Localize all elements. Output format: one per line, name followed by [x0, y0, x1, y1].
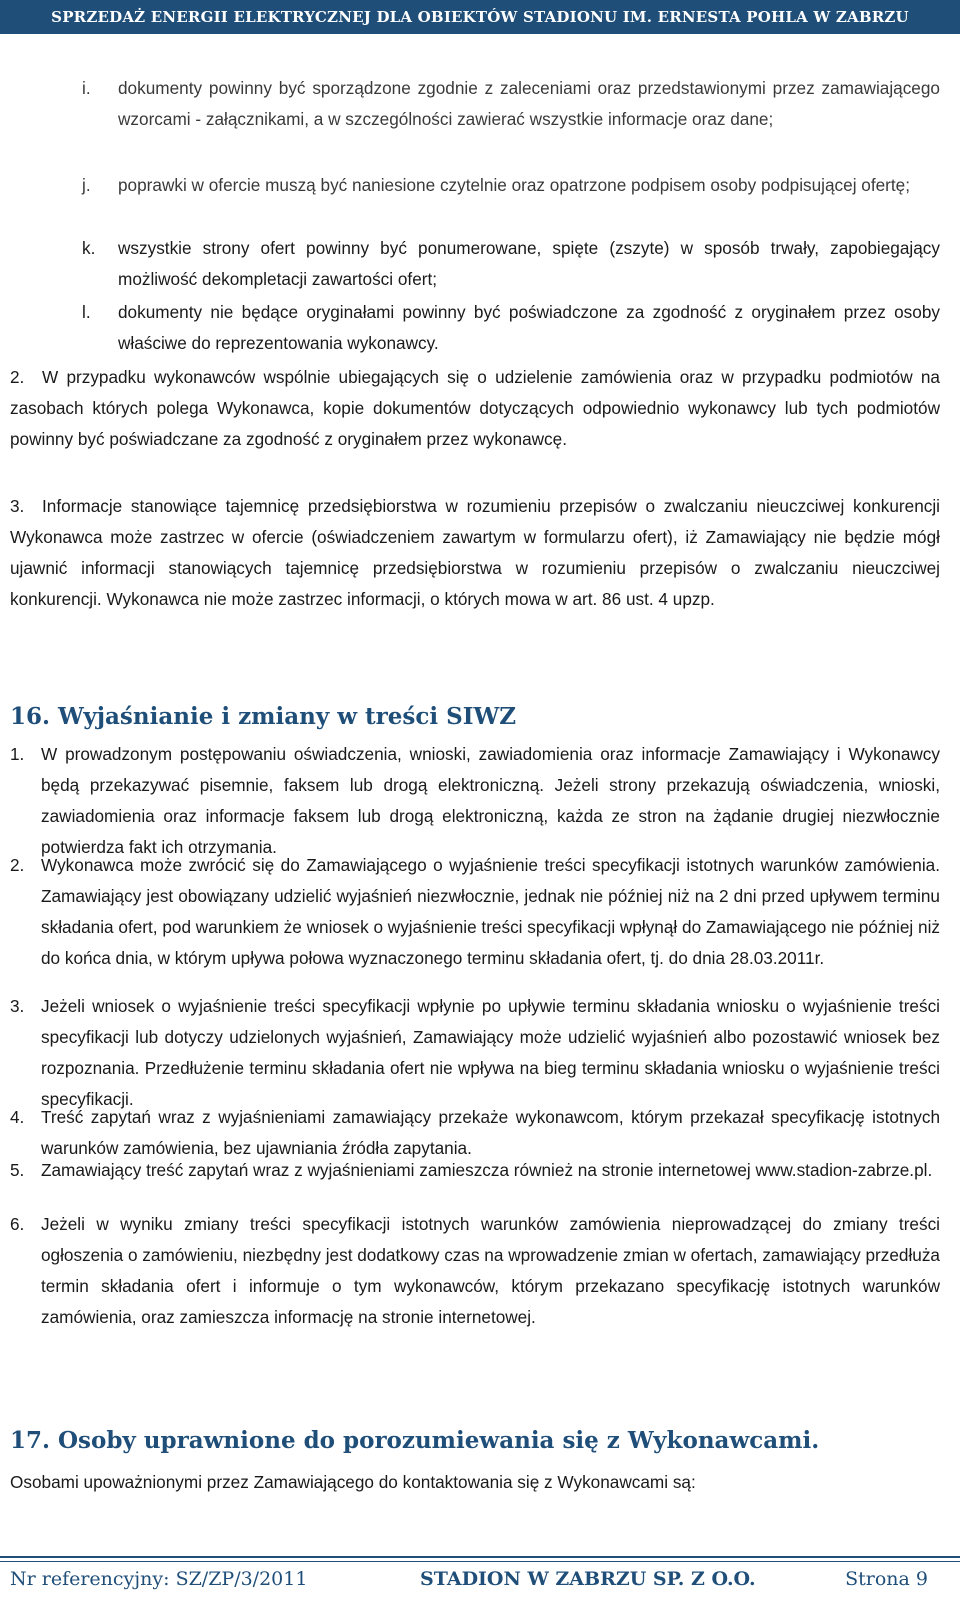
list-item: Zamawiający treść zapytań wraz z wyjaśnieniami zamieszcza również na stronie internetowej www.stadion-zabrze.pl. — [41, 1160, 933, 1180]
list-item-label: 4. — [10, 1107, 25, 1127]
footer-divider — [0, 1561, 960, 1562]
page-header — [0, 0, 960, 34]
list-item: W prowadzonym postępowaniu oświadczenia, wnioski, zawiadomienia oraz informacje Zamawiający i Wykonawcy będą przekazywać pisemnie, faksem lub drogą elektroniczną. Jeżeli strony przekazują oświadczenia, wnioski, zawiadomienia oraz informacje faksem lub drogą elektroniczną, każda ze stron na żądanie drugiej niezwłocznie potwierdza fakt ich otrzymania. — [41, 744, 940, 857]
footer-reference: Nr referencyjny: SZ/ZP/3/2011 — [10, 1568, 308, 1590]
footer-company: STADION W ZABRZU SP. Z O.O. — [420, 1568, 756, 1590]
list-item-label: 3. — [10, 496, 25, 516]
header-title: SPRZEDAŻ ENERGII ELEKTRYCZNEJ DLA OBIEKTÓW STADIONU IM. ERNESTA POHLA W ZABRZU — [51, 8, 909, 26]
list-item-label: i. — [82, 78, 91, 98]
list-item: poprawki w ofercie muszą być naniesione czytelnie oraz opatrzone podpisem osoby podpisującej ofertę; — [118, 175, 911, 195]
footer-page-number: Strona 9 — [845, 1568, 928, 1590]
list-item: dokumenty powinny być sporządzone zgodnie z zaleceniami oraz przedstawionymi przez zamawiającego wzorcami - załącznikami, a w szczególności zawierać wszystkie informacje oraz dane; — [118, 78, 940, 129]
list-item-label: k. — [82, 238, 96, 258]
list-item: Jeżeli w wyniku zmiany treści specyfikacji istotnych warunków zamówienia nieprowadzącej do zmiany treści ogłoszenia o zamówieniu, niezbędny jest dodatkowy czas na wprowadzenie zmian w ofertach, zamawiający przedłuża termin składania ofert i informuje o tym wykonawców, którym przekazano specyfikację istotnych warunków zamówienia, oraz zamieszcza informację na stronie internetowej. — [41, 1214, 940, 1327]
list-item: W przypadku wykonawców wspólnie ubiegających się o udzielenie zamówienia oraz w przypadku podmiotów na zasobach których polega Wykonawca, kopie dokumentów dotyczących odpowiednio wykonawcy lub tych podmiotów powinny być poświadczane za zgodność z oryginałem przez wykonawcę. — [10, 367, 940, 449]
list-item: Informacje stanowiące tajemnicę przedsiębiorstwa w rozumieniu przepisów o zwalczaniu nieuczciwej konkurencji Wykonawca może zastrzec w ofercie (oświadczeniem zawartym w formularzu ofert), iż Zamawiający nie będzie mógł ujawnić informacji stanowiących tajemnicę przedsiębiorstwa w rozumieniu przepisów o zwalczaniu nieuczciwej konkurencji. Wykonawca nie może zastrzec informacji, o których mowa w art. 86 ust. 4 upzp. — [10, 496, 940, 609]
list-item: Jeżeli wniosek o wyjaśnienie treści specyfikacji wpłynie po upływie terminu składania wniosku o wyjaśnienie treści specyfikacji lub dotyczy udzielonych wyjaśnień, Zamawiający może udzielić wyjaśnień albo pozostawić wniosek bez rozpoznania. Przedłużenie terminu składania ofert nie wpływa na bieg terminu składania wniosku o wyjaśnienie treści specyfikacji. — [41, 996, 940, 1109]
list-item-label: 2. — [10, 855, 25, 875]
list-item: Treść zapytań wraz z wyjaśnieniami zamawiający przekaże wykonawcom, którym przekazał specyfikację istotnych warunków zamówienia, bez ujawniania źródła zapytania. — [41, 1107, 940, 1158]
list-item: Wykonawca może zwrócić się do Zamawiającego o wyjaśnienie treści specyfikacji istotnych warunków zamówienia. Zamawiający jest obowiązany udzielić wyjaśnień niezwłocznie, jednak nie później niż na 2 dni przed upływem terminu składania ofert, pod warunkiem że wniosek o wyjaśnienie treści specyfikacji wpłynął do Zamawiającego nie później niż do końca dnia, w którym upływa połowa wyznaczonego terminu składania ofert, tj. do dnia 28.03.2011r. — [41, 855, 940, 968]
section-heading: 17. Osoby uprawnione do porozumiewania się z Wykonawcami. — [10, 1427, 820, 1454]
list-item-label: 3. — [10, 996, 25, 1016]
footer-divider — [0, 1556, 960, 1558]
list-item-label: 5. — [10, 1160, 25, 1180]
list-item-label: j. — [82, 175, 91, 195]
list-item-label: 6. — [10, 1214, 25, 1234]
list-item-label: 1. — [10, 744, 25, 764]
list-item: dokumenty nie będące oryginałami powinny być poświadczone za zgodność z oryginałem przez osoby właściwe do reprezentowania wykonawcy. — [118, 302, 940, 353]
section-intro: Osobami upoważnionymi przez Zamawiającego do kontaktowania się z Wykonawcami są: — [10, 1472, 696, 1492]
list-item: wszystkie strony ofert powinny być ponumerowane, spięte (zszyte) w sposób trwały, zapobiegający możliwość dekompletacji zawartości ofert; — [118, 238, 940, 289]
list-item-label: l. — [82, 302, 91, 322]
page-footer — [0, 1566, 960, 1596]
section-heading: 16. Wyjaśnianie i zmiany w treści SIWZ — [10, 703, 517, 730]
list-item-label: 2. — [10, 367, 25, 387]
